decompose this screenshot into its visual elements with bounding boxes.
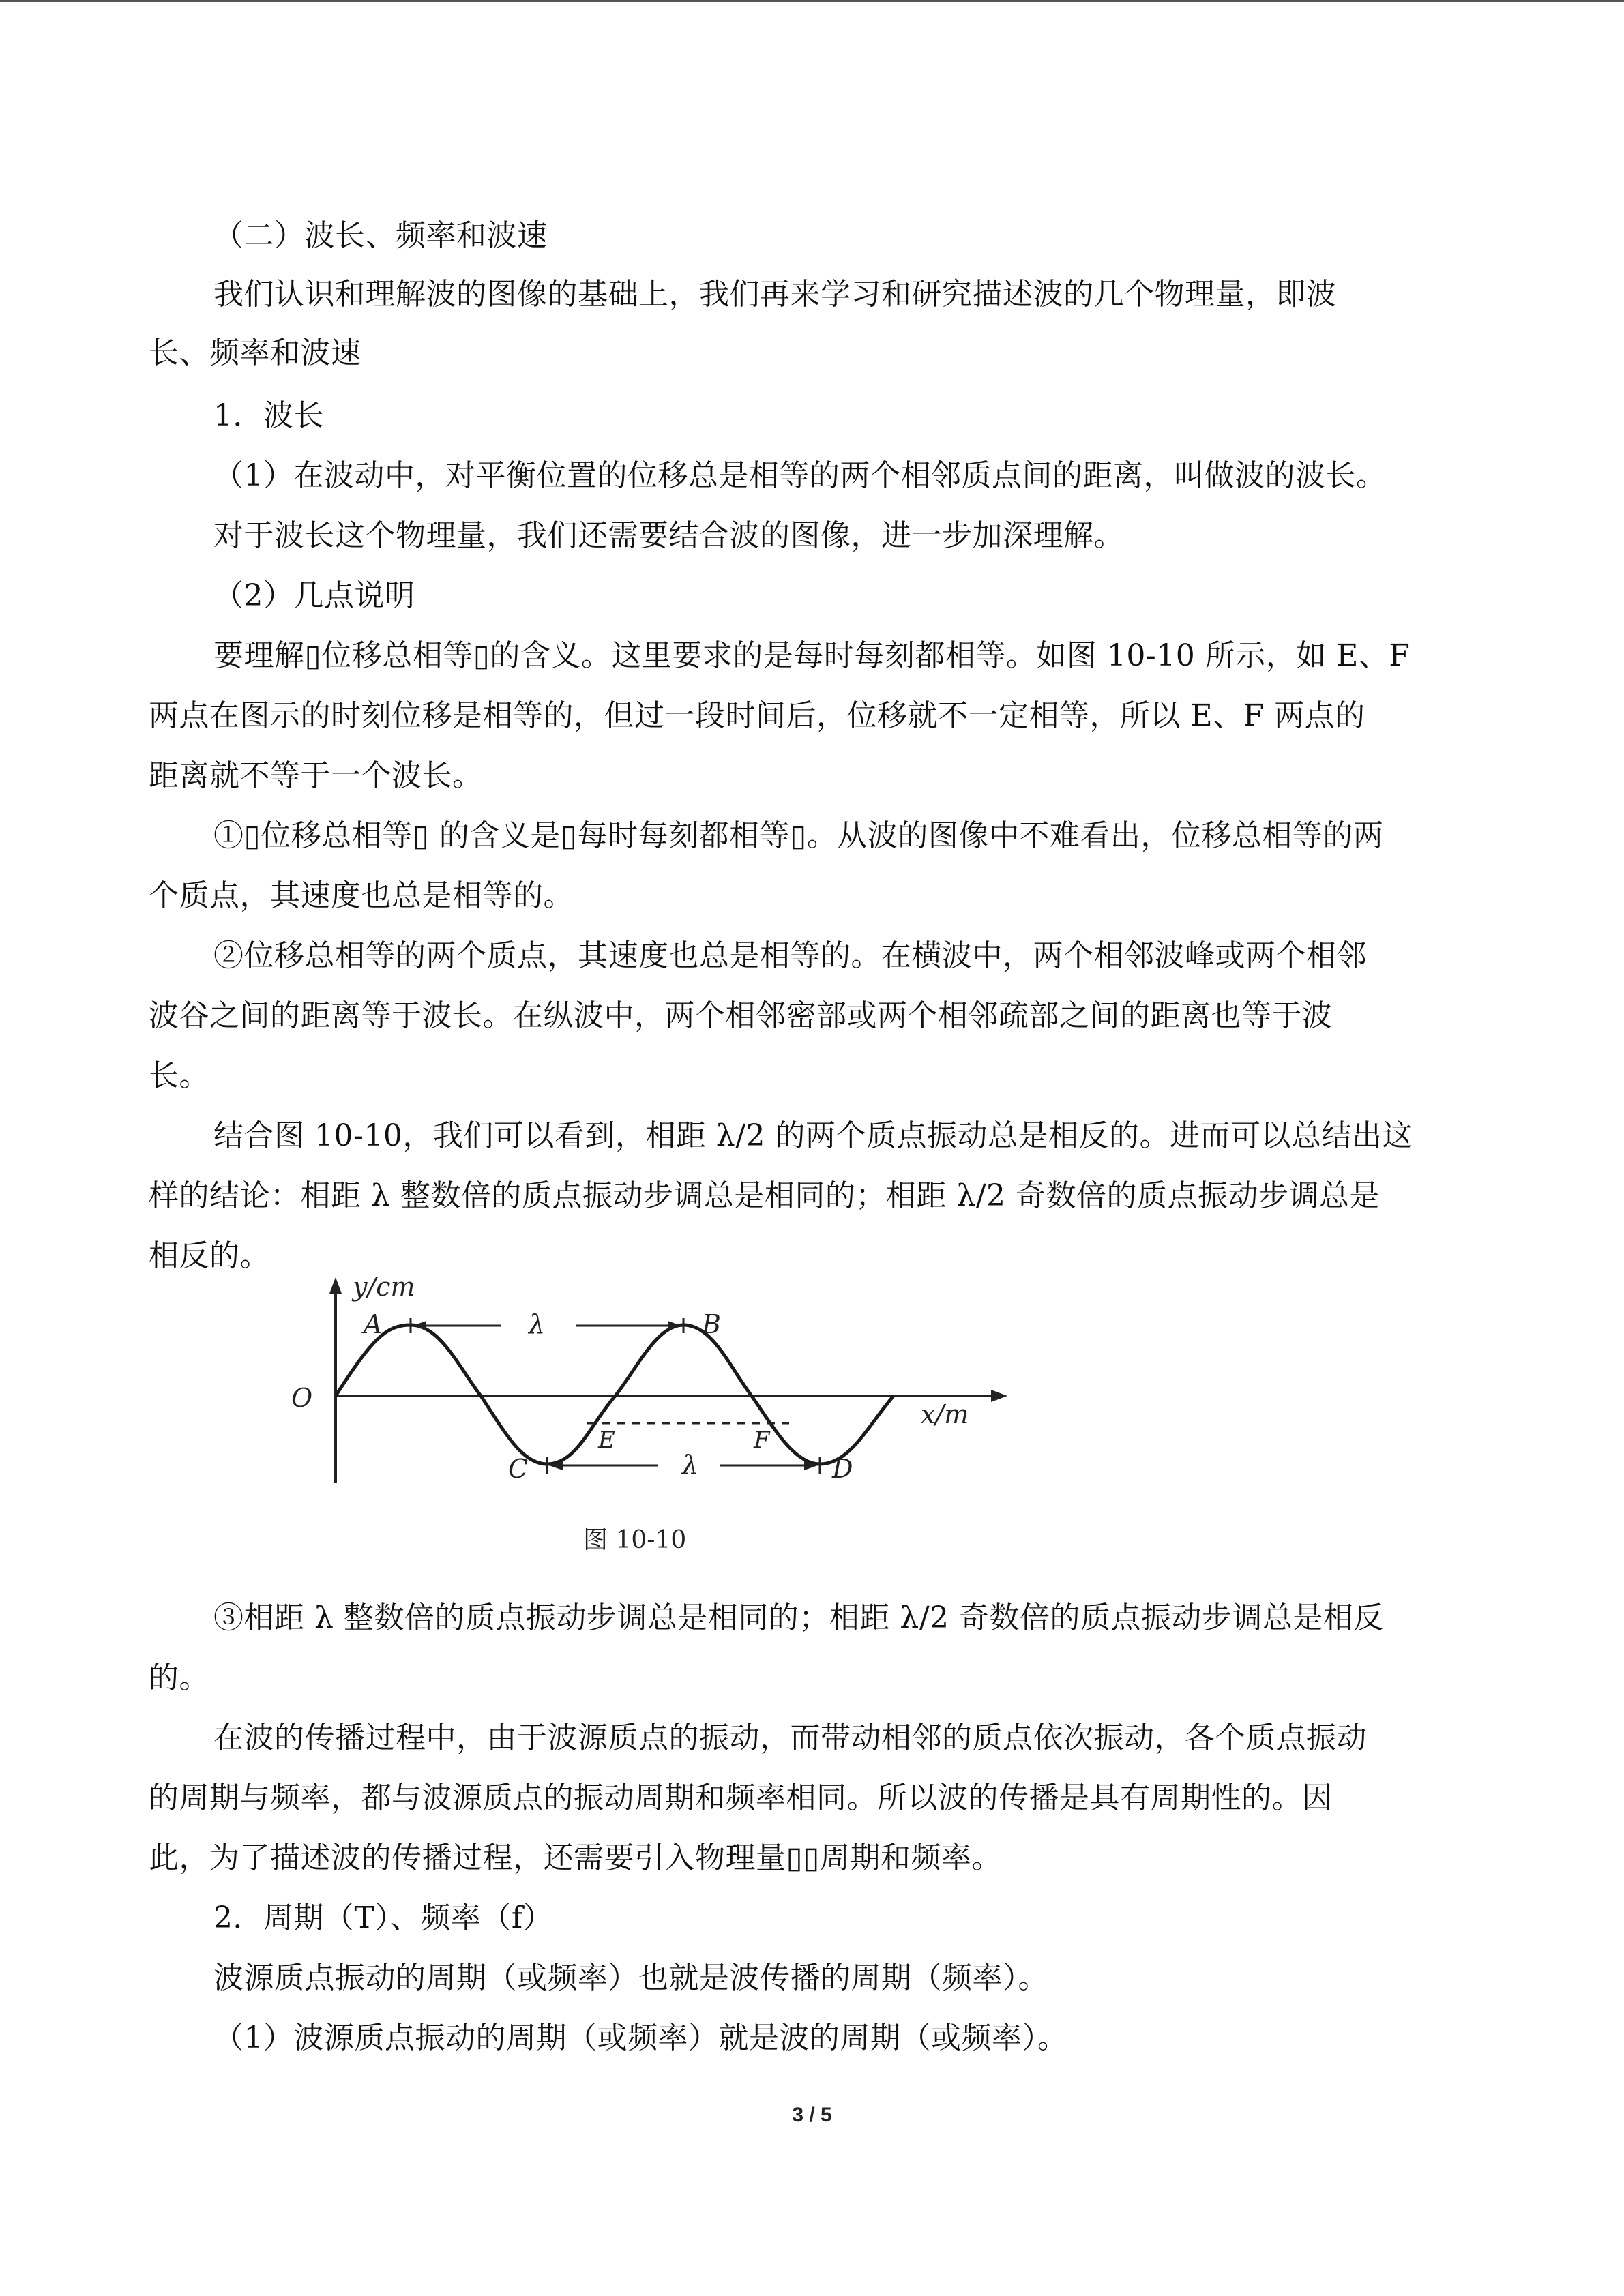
point-c-label: C xyxy=(508,1454,529,1484)
point-1-line-1: ①▯位移总相等▯ 的含义是▯每时每刻都相等▯。从波的图像中不难看出，位移总相等的两 xyxy=(213,818,1384,853)
item2-heading: 2．周期（T）、频率（f） xyxy=(213,1900,554,1935)
figure-caption: 图 10-10 xyxy=(583,1526,687,1554)
combine-line-1: 结合图 10-10，我们可以看到，相距 λ/2 的两个质点振动总是相反的。进而可以总结出这 xyxy=(213,1118,1413,1153)
point-a-label: A xyxy=(364,1309,383,1339)
wave-figure-10-10 xyxy=(276,1265,1061,1579)
point-2-line-1: ②位移总相等的两个质点，其速度也总是相等的。在横波中，两个相邻波峰或两个相邻 xyxy=(213,938,1367,973)
propagation-line-2: 的周期与频率，都与波源质点的振动周期和频率相同。所以波的传播是具有周期性的。因 xyxy=(149,1780,1333,1815)
propagation-line-3: 此，为了描述波的传播过程，还需要引入物理量▯▯周期和频率。 xyxy=(149,1840,1002,1875)
x-axis-label: x/m xyxy=(921,1399,969,1429)
point-e-label: E xyxy=(598,1427,615,1454)
point-2-line-2: 波谷之间的距离等于波长。在纵波中，两个相邻密部或两个相邻疏部之间的距离也等于波 xyxy=(149,998,1333,1033)
x-axis-arrow xyxy=(991,1390,1007,1402)
top-border xyxy=(0,0,1624,2)
point-1-line-2: 个质点，其速度也总是相等的。 xyxy=(149,878,574,913)
notes-paragraph-line-3: 距离就不等于一个波长。 xyxy=(149,758,483,793)
y-axis-arrow xyxy=(329,1277,342,1294)
arrowhead-top-right xyxy=(668,1321,681,1330)
combine-line-2: 样的结论：相距 λ 整数倍的质点振动步调总是相同的；相距 λ/2 奇数倍的质点振动步调总是 xyxy=(149,1178,1381,1213)
arrowhead-top-left xyxy=(413,1321,426,1330)
intro-line-1: 我们认识和理解波的图像的基础上，我们再来学习和研究描述波的几个物理量，即波 xyxy=(213,277,1337,312)
notes-paragraph-line-2: 两点在图示的时刻位移是相等的，但过一段时间后，位移就不一定相等，所以 E、F 两点的 xyxy=(149,698,1365,733)
intro-line-2: 长、频率和波速 xyxy=(149,336,361,370)
period-intro: 波源质点振动的周期（或频率）也就是波传播的周期（频率）。 xyxy=(213,1960,1048,1995)
wavelength-definition: （1）在波动中，对平衡位置的位移总是相等的两个相邻质点间的距离，叫做波的波长。 xyxy=(213,458,1387,493)
point-b-label: B xyxy=(702,1309,721,1339)
section-heading: （二）波长、频率和波速 xyxy=(213,218,548,253)
page-number: 3 / 5 xyxy=(792,2104,832,2126)
notes-heading: （2）几点说明 xyxy=(213,578,415,613)
item1-heading: 1．波长 xyxy=(213,398,324,433)
y-axis-label: y/cm xyxy=(353,1272,415,1302)
point-f-label: F xyxy=(754,1427,770,1454)
period-definition: （1）波源质点振动的周期（或频率）就是波的周期（或频率）。 xyxy=(213,2021,1068,2055)
wave-diagram xyxy=(276,1265,1061,1579)
wavelength-label-bottom: λ xyxy=(682,1450,699,1480)
origin-label: O xyxy=(291,1383,313,1413)
wavelength-definition-followup: 对于波长这个物理量，我们还需要结合波的图像，进一步加深理解。 xyxy=(213,518,1124,553)
combine-line-3: 相反的。 xyxy=(149,1238,270,1273)
point-d-label: D xyxy=(832,1454,853,1484)
point-3-line-2: 的。 xyxy=(149,1660,209,1695)
point-2-line-3: 长。 xyxy=(149,1058,209,1093)
notes-paragraph-line-1: 要理解▯位移总相等▯的含义。这里要求的是每时每刻都相等。如图 10-10 所示，如 E、F xyxy=(213,638,1411,673)
propagation-line-1: 在波的传播过程中，由于波源质点的振动，而带动相邻的质点依次振动，各个质点振动 xyxy=(213,1720,1367,1755)
wavelength-label-top: λ xyxy=(529,1309,546,1339)
point-3-line-1: ③相距 λ 整数倍的质点振动步调总是相同的；相距 λ/2 奇数倍的质点振动步调总是相反 xyxy=(213,1600,1385,1635)
